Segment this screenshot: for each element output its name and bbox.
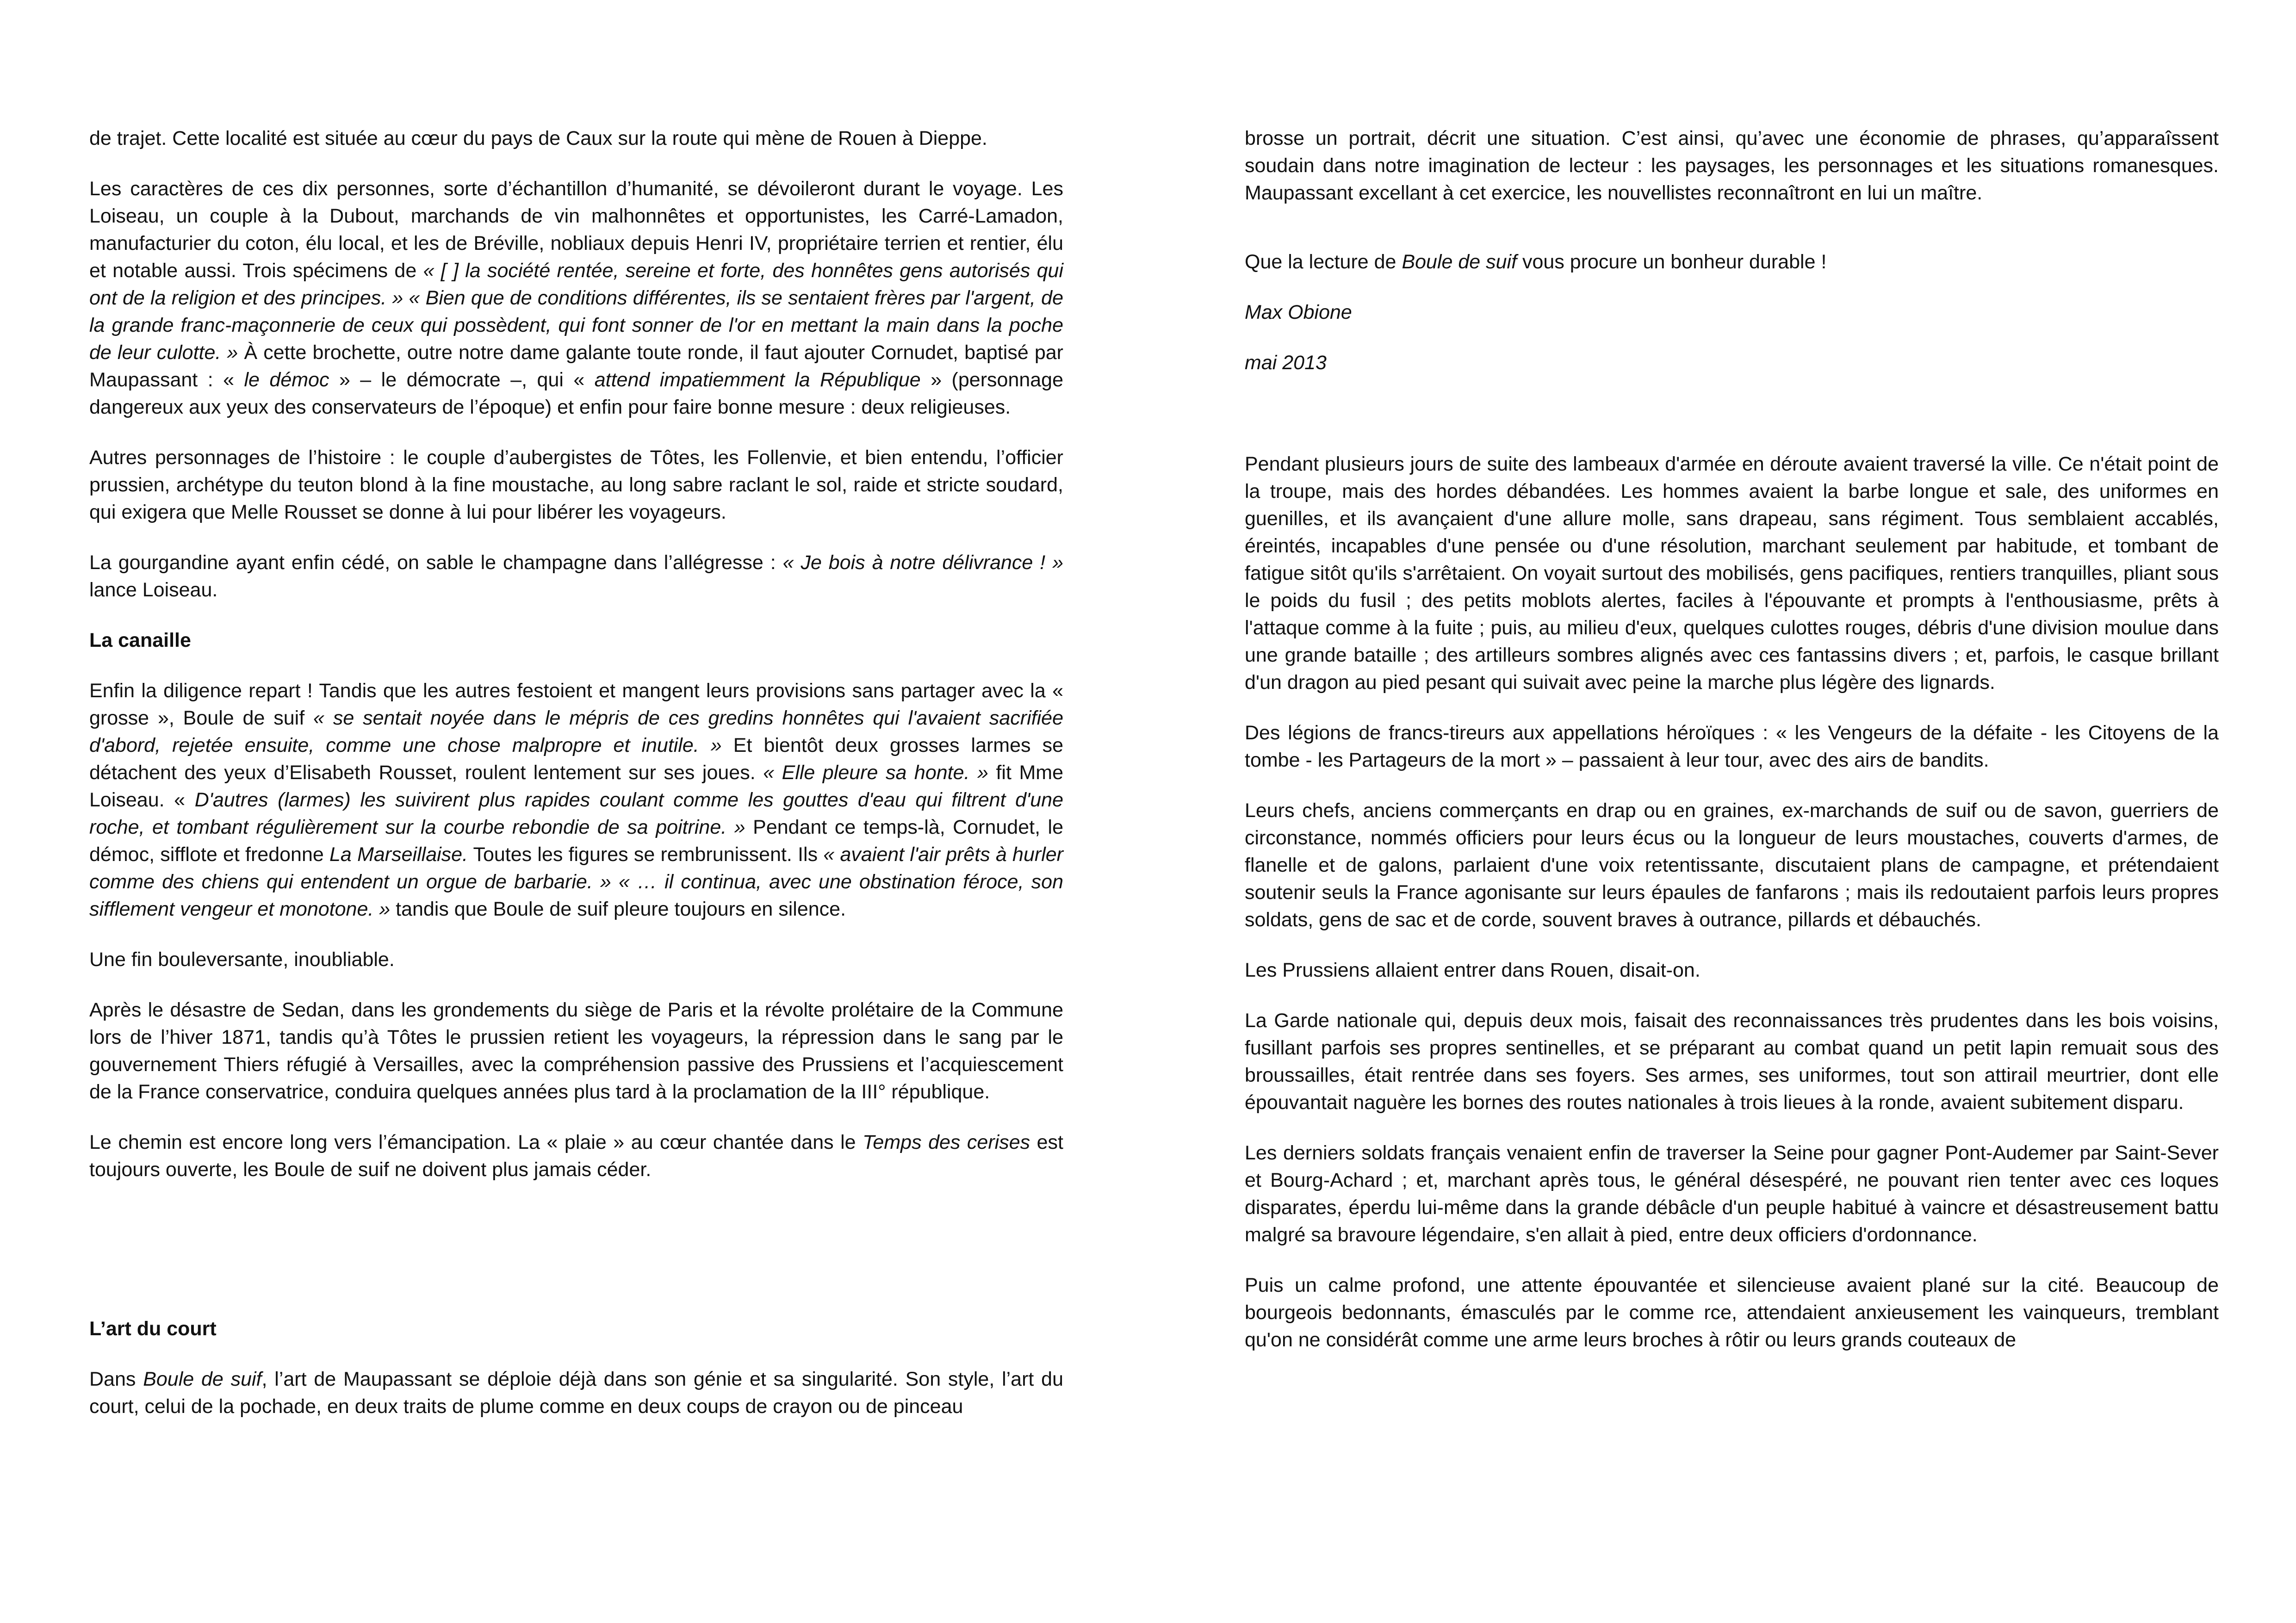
text: Toutes les figures se rembrunissent. Ils (468, 843, 824, 866)
text: est toujours ouverte, les Boule de suif ne doivent plus jamais céder. (89, 1131, 1063, 1181)
text: Une fin bouleversante, inoubliable. (89, 948, 395, 971)
text: Les Prussiens allaient entrer dans Rouen, disait-on. (1245, 959, 1700, 981)
text: Que la lecture de (1245, 251, 1402, 273)
signature: Max Obione (1245, 301, 1352, 323)
quote: « Je bois à notre délivrance ! » (782, 551, 1064, 574)
paragraph (1245, 797, 2219, 934)
text: de trajet. Cette localité est située au cœur du pays de Caux sur la route qui mène de Rouen à Dieppe. (89, 127, 987, 149)
paragraph (89, 549, 1063, 604)
text: lance Loiseau. (89, 579, 218, 601)
text: brosse un portrait, décrit une situation. C’est ainsi, qu’avec une économie de phrases, qu’apparaîssent soudain dans notre imagination de lecteur : les paysages, les personnages et les situations romanesques. Maupassant excellant à cet exercice, les nouvellistes reconnaîtront en lui un maître. (1245, 127, 2219, 204)
text: Dans (89, 1368, 143, 1390)
spacer (1245, 230, 2219, 248)
text: Les derniers soldats français venaient enfin de traverser la Seine pour gagner Pont-Audemer par Saint-Sever et Bourg-Achard ; et, marchant après tous, le général désespéré, ne pouvant rien tenter avec ces loques disparates, éperdu lui-même dans la grande débâcle d'un peuple habitué à vaincre et désastreusement battu malgré sa bravoure légendaire, s'en allait à pied, entre deux officiers d'ordonnance. (1245, 1142, 2219, 1246)
paragraph (89, 946, 1063, 973)
text: » (personnage dangereux aux yeux des conservateurs de l’époque) et enfin pour faire bonne mesure : deux religieuses. (89, 369, 1064, 418)
paragraph (1245, 1272, 2219, 1354)
quote: « Elle pleure sa honte. » (763, 762, 988, 784)
text: La gourgandine ayant enfin cédé, on sable le champagne dans l’allégresse : (89, 551, 783, 574)
paragraph (89, 997, 1063, 1106)
text: vous procure un bonheur durable ! (1517, 251, 1827, 273)
paragraph (1245, 125, 2219, 207)
spacer (89, 1207, 1063, 1315)
paragraph (1245, 248, 2219, 276)
title-italic: Temps des cerises (863, 1131, 1030, 1153)
spacer (1245, 400, 2219, 451)
paragraph (1245, 719, 2219, 774)
text: Le chemin est encore long vers l’émancipation. La « plaie » au cœur chantée dans le (89, 1131, 863, 1153)
text: fit Mme Loiseau. « (89, 762, 1063, 811)
paragraph (89, 444, 1063, 526)
text: » – le démocrate –, qui « (329, 369, 595, 391)
section-heading: La canaille (89, 629, 191, 651)
right-column (1245, 125, 2219, 1377)
quote: « avaient l'air prêts à hurler comme des chiens qui entendent un orgue de barbarie. » « … il continua, avec une obstination féroce, son sifflement vengeur et monotone. » (89, 843, 1063, 920)
text: Et bientôt deux grosses larmes se détachent des yeux d’Elisabeth Rousset, roulent lentement sur ses joues. (89, 734, 1064, 784)
title-italic: La Marseillaise. (329, 843, 468, 866)
paragraph (89, 1129, 1063, 1183)
text: Les caractères de ces dix personnes, sorte d’échantillon d’humanité, se dévoileront durant le voyage. Les Loiseau, un couple à la Dubout, marchands de vin malhonnêtes et opportunistes, les Carré-Lamadon, manufacturier du coton, élu local, et les de Bréville, nobliaux depuis Henri IV, propriétaire terrien et rentier, élu et notable aussi. Trois spécimens de (89, 178, 1063, 282)
paragraph (89, 125, 1063, 152)
paragraph (1245, 451, 2219, 696)
text: Après le désastre de Sedan, dans les grondements du siège de Paris et la révolte prolétaire de la Commune lors de l’hiver 1871, tandis qu’à Tôtes le prussien retient les voyageurs, la répression dans le sang par le gouvernement Thiers réfugié à Versailles, avec la compréhension passive des Prussiens et l’acquiescement de la France conservatrice, conduira quelques années plus tard à la proclamation de la III° république. (89, 999, 1063, 1103)
paragraph (1245, 957, 2219, 984)
paragraph (89, 175, 1063, 421)
text: tandis que Boule de suif pleure toujours en silence. (390, 898, 846, 920)
title-italic: Boule de suif (143, 1368, 262, 1390)
text: Des légions de francs-tireurs aux appellations héroïques : « les Vengeurs de la défaite - les Citoyens de la tombe - les Partageurs de la mort » – passaient à leur tour, avec des airs de bandits. (1245, 722, 2219, 771)
quote: « [ ] la société rentée, sereine et forte, des honnêtes gens autorisés qui ont de la religion et des principes. » « Bien que de conditions différentes, ils se sentaient frères par l'argent, de la grande franc-maçonnerie de ceux qui possèdent, qui font sonner de l'or en mettant la main dans la poche de leur culotte. » (89, 260, 1063, 364)
text: Puis un calme profond, une attente épouvantée et silencieuse avaient plané sur la cité. Beaucoup de bourgeois bedonnants, émasculés par le comme rce, attendaient anxieusement les vainqueurs, tremblant qu'on ne considérât comme une arme leurs broches à rôtir ou leurs grands couteaux de (1245, 1274, 2219, 1351)
text: , l’art de Maupassant se déploie déjà dans son génie et sa singularité. Son style, l’art du court, celui de la pochade, en deux traits de plume comme en deux coups de crayon ou de pinceau (89, 1368, 1063, 1418)
text: Pendant plusieurs jours de suite des lambeaux d'armée en déroute avaient traversé la ville. Ce n'était point de la troupe, mais des hordes débandées. Les hommes avaient la barbe longue et sale, des uniformes en guenilles, et ils avançaient d'une allure molle, sans drapeau, sans régiment. Tous semblaient accablés, éreintés, incapables d'une pensée ou d'une résolution, marchant seulement par habitude, et tombant de fatigue sitôt qu'ils s'arrêtaient. On voyait surtout des mobilisés, gens pacifiques, rentiers tranquilles, pliant sous le poids du fusil ; des petits moblots alertes, faciles à l'épouvante et prompts à l'enthousiasme, prêts à l'attaque comme à la fuite ; puis, au milieu d'eux, quelques culottes rouges, débris d'une division moulue dans une grande bataille ; des artilleurs sombres alignés avec ces fantassins divers ; et, parfois, le casque brillant d'un dragon au pied pesant qui suivait avec peine la marche plus légère des lignards. (1245, 453, 2219, 694)
quote: « se sentait noyée dans le mépris de ces gredins honnêtes qui l'avaient sacrifiée d'abord, rejetée ensuite, comme une chose malpropre et inutile. » (89, 707, 1063, 756)
paragraph (1245, 1007, 2219, 1116)
paragraph (1245, 1140, 2219, 1249)
paragraph (89, 1366, 1063, 1420)
quote: D'autres (larmes) les suivirent plus rapides coulant comme les gouttes d'eau qui filtrent d'une roche, et tombant régulièrement sur la courbe rebondie de sa poitrine. » (89, 789, 1063, 838)
quote: le démoc (244, 369, 329, 391)
date: mai 2013 (1245, 352, 1327, 374)
left-column (89, 125, 1063, 1443)
text: Pendant ce temps-là, Cornudet, le démoc, sifflote et fredonne (89, 816, 1064, 866)
section-heading: L’art du court (89, 1318, 217, 1340)
text: À cette brochette, outre notre dame galante toute ronde, il faut ajouter Cornudet, baptisé par Maupassant : « (89, 341, 1063, 391)
text: Enfin la diligence repart ! Tandis que les autres festoient et mangent leurs provisions sans partager avec la « grosse », Boule de suif (89, 680, 1063, 729)
text: Leurs chefs, anciens commerçants en drap ou en graines, ex-marchands de suif ou de savon, guerriers de circonstance, nommés officiers pour leurs écus ou la longueur de leurs moustaches, couverts d'armes, de flanelle et de galons, parlaient d'une voix retentissante, discutaient plans de campagne, et prétendaient soutenir seuls la France agonisante sur leurs épaules de fanfarons ; mais ils redoutaient parfois leurs propres soldats, gens de sac et de corde, souvent braves à outrance, pillards et débauchés. (1245, 799, 2219, 931)
paragraph (89, 677, 1063, 923)
title-italic: Boule de suif (1402, 251, 1517, 273)
text: La Garde nationale qui, depuis deux mois, faisait des reconnaissances très prudentes dans les bois voisins, fusillant parfois ses propres sentinelles, et se préparant au combat quand un petit lapin remuait sous des broussailles, était rentrée dans ses foyers. Ses armes, ses uniformes, tout son attirail meurtrier, dont elle épouvantait naguère les bornes des routes nationales à trois lieues à la ronde, avaient subitement disparu. (1245, 1010, 2219, 1114)
quote: attend impatiemment la République (594, 369, 921, 391)
text: Autres personnages de l’histoire : le couple d’aubergistes de Tôtes, les Follenvie, et bien entendu, l’officier prussien, archétype du teuton blond à la fine moustache, au long sabre raclant le sol, raide et stricte soudard, qui exigera que Melle Rousset se donne à lui pour libérer les voyageurs. (89, 446, 1063, 523)
